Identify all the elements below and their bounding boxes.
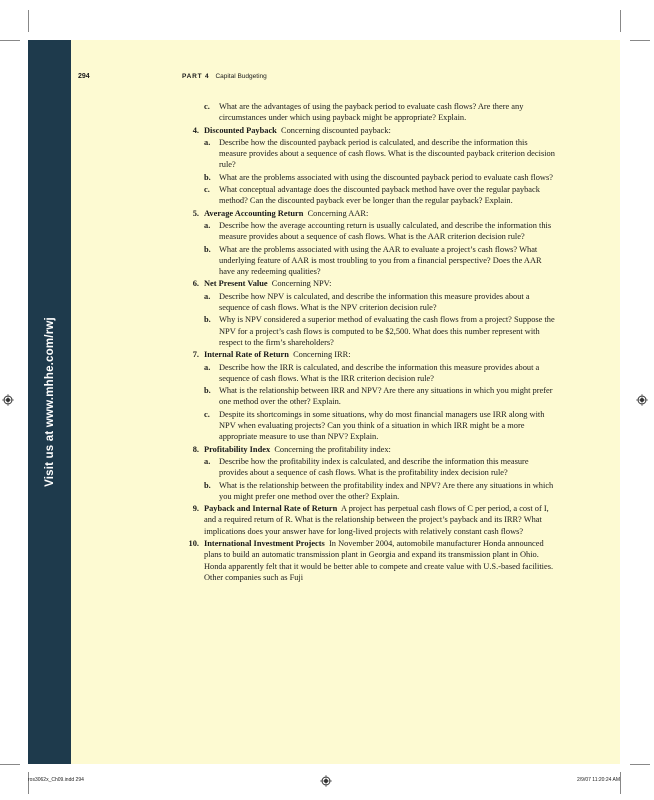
sub-question [184,362,556,385]
sub-letter: b. [204,172,211,182]
sub-letter: c. [204,409,210,419]
sub-question [184,480,556,503]
question-title: Payback and Internal Rate of Return [204,504,338,514]
crop-mark [28,772,29,794]
sub-question [184,385,556,408]
sub-question [184,220,556,243]
question-9 [184,503,556,537]
sub-text: Describe how NPV is calculated, and describe the information this measure provides about a sequence of cash flows. What is the NPV criterion decision rule? [219,291,530,313]
question-title: Discounted Payback [204,125,277,135]
page-number: 294 [78,73,90,80]
question-number: 8. [192,444,199,454]
crop-mark [630,764,650,765]
crop-mark [28,10,29,32]
question-prompt: Concerning AAR: [307,208,369,218]
question-number: 6. [192,279,199,289]
question-8 [184,444,556,455]
part-label: PART 4 [182,73,210,80]
question-prompt: Concerning the profitability index: [274,444,391,454]
crop-mark [0,40,20,41]
sub-question [184,172,556,183]
question-prompt: Concerning IRR: [293,350,351,360]
sub-text: Describe how the average accounting return is usually calculated, and describe the information this measure provides about a sequence of cash flows. What is the AAR criterion decision rule? [219,220,552,242]
sub-question [184,409,556,443]
question-title: Internal Rate of Return [204,350,289,360]
sub-text: What is the relationship between IRR and NPV? Are there any situations in which you might prefer one method over the other? Explain. [219,386,553,407]
sub-letter: c. [204,185,210,195]
sub-letter: b. [204,480,211,490]
sub-question [184,137,556,171]
sub-letter: a. [204,456,211,466]
sub-letter: b. [204,315,211,325]
question-number: 5. [192,208,199,218]
question-7 [184,349,556,360]
question-prompt: A project has perpetual cash flows of C per period, a cost of I, and a required return of R. What is the relationship between the project’s payback and its IRR? What implications does your answer have for long-lived projects with relatively constant cash flows? [204,504,549,536]
question-prompt: In November 2004, automobile manufacturer Honda announced plans to build an automatic transmission plant in Georgia and expand its transmission plant in Ohio. Honda apparently felt that it would be better able to compete and create value with U.S.-based facilities. Other companies such as Fuji [204,538,554,582]
sub-text: What is the relationship between the profitability index and NPV? Are there any situations in which you might prefer one method over the other? Explain. [219,480,554,501]
question-list [184,100,556,583]
crop-mark [0,764,20,765]
sub-text: Describe how the discounted payback period is calculated, and describe the information this measure provides about a sequence of cash flows. What is the discounted payback criterion decision rule? [219,137,555,170]
sub-letter: a. [204,362,211,372]
sub-text: What are the advantages of using the payback period to evaluate cash flows? Are there any circumstances under which using payback might be appropriate? Explain. [219,102,524,123]
sub-question [184,184,556,207]
sub-text: What are the problems associated with using the AAR to evaluate a project’s cash flows? What underlying feature of AAR is most troubling to you from a financial perspective? Does the AAR have any redeeming qualities? [219,244,542,277]
sub-letter: a. [204,137,211,147]
question-title: International Investment Projects [204,538,325,548]
sub-letter: b. [204,386,211,396]
sub-question [184,244,556,278]
sidebar-band [28,40,71,764]
part-title: Capital Budgeting [215,73,267,80]
crop-mark [620,10,621,32]
sub-text: Despite its shortcomings in some situations, why do most financial managers use IRR along with NPV when evaluating projects? Can you think of a situation in which IRR might be a more appropriate measure to use than NPV? Explain. [219,409,545,442]
sidebar-url-text[interactable]: Visit us at www.mhhe.com/rwj [43,317,56,487]
sub-text: What are the problems associated with using the discounted payback period to evaluate cash flows? [219,172,553,182]
crop-mark [630,40,650,41]
running-header [182,73,267,80]
registration-mark-icon [320,775,332,787]
question-10 [184,538,556,583]
sub-text: Describe how the profitability index is calculated, and describe the information this measure provides about a sequence of cash flows. What is the profitability index decision rule? [219,456,529,478]
sub-letter: b. [204,244,211,254]
footer-file: ros3062x_Ch09.indd 294 [28,777,84,783]
question-title: Net Present Value [204,279,268,289]
sub-text: Describe how the IRR is calculated, and describe the information this measure provides about a sequence of cash flows. What is the IRR criterion decision rule? [219,362,540,383]
sub-question [184,314,556,348]
question-prompt: Concerning NPV: [271,279,332,289]
crop-mark [620,772,621,794]
footer-timestamp: 2/9/07 11:20:24 AM [577,777,620,783]
question-title: Average Accounting Return [204,208,304,218]
sub-letter: a. [204,291,211,301]
sub-question [184,291,556,314]
question-number: 10. [188,538,199,548]
sub-text: What conceptual advantage does the discounted payback method have over the regular payback method? Can the discounted payback ever be longer than the regular payback? Explain. [219,185,540,206]
registration-mark-icon [636,394,648,406]
question-number: 4. [192,125,199,135]
question-5 [184,208,556,219]
sub-question [184,456,556,479]
sub-letter: c. [204,102,210,111]
question-prompt: Concerning discounted payback: [281,125,391,135]
question-6 [184,278,556,289]
sub-question [184,101,556,124]
question-title: Profitability Index [204,444,271,454]
question-number: 7. [192,350,199,360]
sub-text: Why is NPV considered a superior method of evaluating the cash flows from a project? Suppose the NPV for a project’s cash flows is computed to be $2,500. What does this number represent with respect to the firm’s shareholders? [219,315,555,347]
question-4 [184,125,556,136]
question-number: 9. [192,504,199,514]
registration-mark-icon [2,394,14,406]
sub-letter: a. [204,220,211,230]
